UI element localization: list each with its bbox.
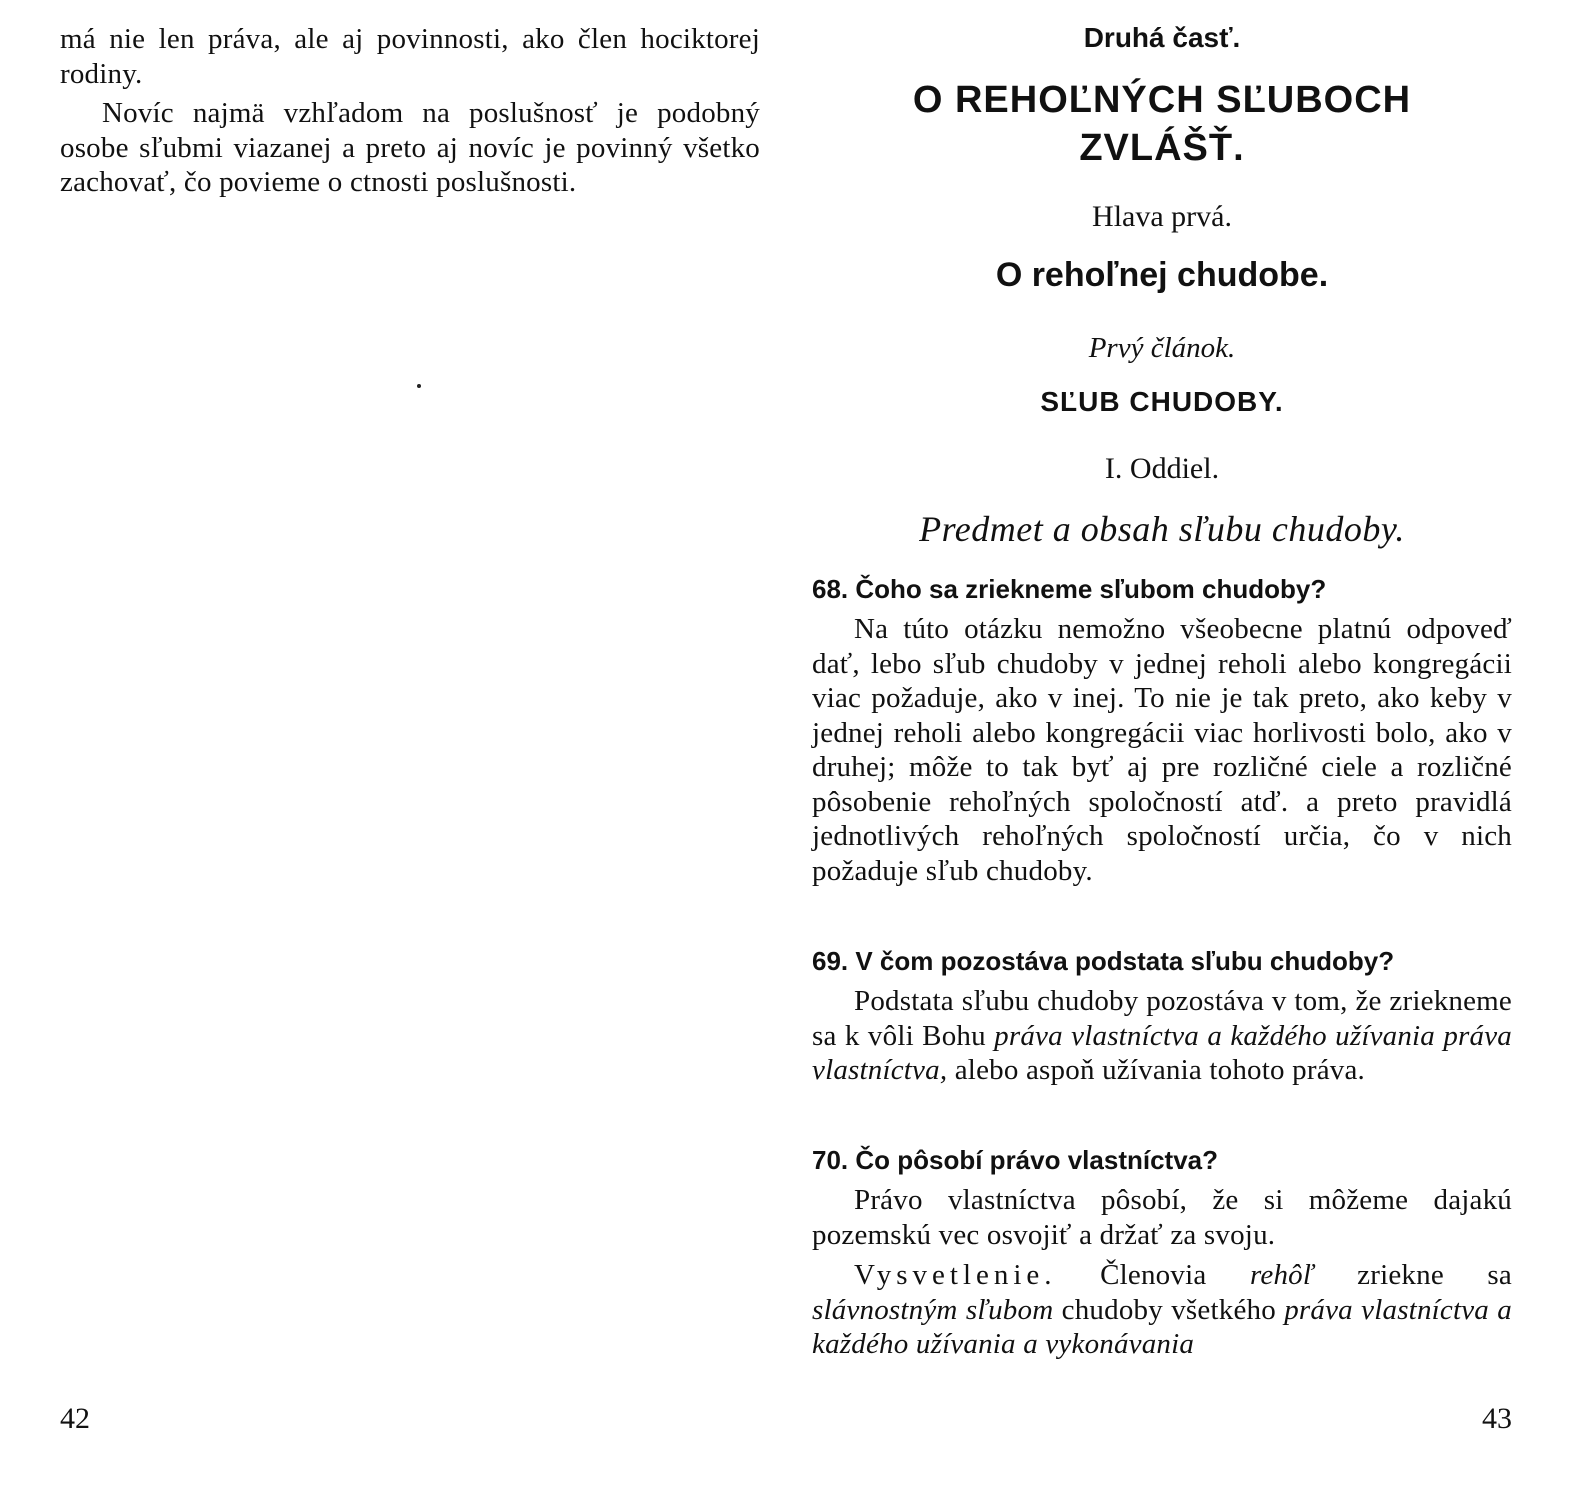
explanation-label: Vysvetlenie. (854, 1259, 1057, 1291)
explanation-text-2: zriekne sa (1357, 1259, 1512, 1291)
question-69-heading: 69. V čom pozostáva podstata sľubu chudoby? (812, 946, 1395, 976)
question-70-explanation (812, 1258, 1512, 1362)
section-title: Predmet a obsah sľubu chudoby. (919, 509, 1405, 549)
left-page (60, 0, 760, 1500)
part-title-line-1: O REHOĽNÝCH SĽUBOCH (912, 79, 1412, 121)
part-title-line-2: ZVLÁŠŤ. (1079, 127, 1245, 169)
explanation-text-1: Členovia (1100, 1259, 1207, 1291)
question-68-answer: Na túto otázku nemožno všeobecne platnú odpoveď dať, lebo sľub chudoby v jednej reholi alebo kongregácii viac požaduje, ako v inej. To nie je tak preto, ako keby v jednej reholi alebo kongregácii viac horlivosti bolo, ako v druhej; môže to tak byť aj pre rozličné ciele a rozličné pôsobenie rehoľných spoločností atď. a preto pravidlá jednotlivých rehoľných spoločností určia, čo v nich požaduje sľub chudoby. (812, 613, 1512, 887)
question-70-heading: 70. Čo pôsobí právo vlastníctva? (812, 1145, 1218, 1175)
page-number-left: 42 (60, 1402, 90, 1435)
question-69-answer-start: Podstata sľubu chudoby pozostáva v tom, že zriekneme sa k vôli Bohu (812, 985, 1512, 1052)
question-69-answer-emphasis: práva vlastníctva a každého užívania práva vlastníctva, (812, 1019, 1512, 1086)
question-68-heading: 68. Čoho sa zriekneme sľubom chudoby? (812, 574, 1327, 604)
article-title: SĽUB CHUDOBY. (1040, 386, 1284, 417)
chapter-title: O rehoľnej chudobe. (995, 256, 1329, 294)
page-number-right: 43 (1482, 1402, 1512, 1435)
explanation-emphasis-2: slávnostným sľubom (812, 1293, 1054, 1326)
left-paragraph-novice: Novíc najmä vzhľadom na poslušnosť je podobný osobe sľubmi viazanej a preto aj novíc je povinný všetko zachovať, čo povieme o ctnosti poslušnosti. (60, 97, 760, 198)
right-page (812, 0, 1512, 1500)
question-70-answer: Právo vlastníctva pôsobí, že si môžeme dajakú pozemskú vec osvojiť a držať za svoju. (812, 1184, 1512, 1251)
question-block-69 (812, 944, 1512, 1088)
print-speck (417, 384, 421, 388)
explanation-text-3: chudoby všetkého (1061, 1293, 1276, 1326)
part-title (812, 76, 1512, 172)
section-label: I. Oddiel. (1104, 452, 1220, 485)
question-block-70 (812, 1143, 1512, 1362)
left-paragraph-continuation: má nie len práva, ale aj povinnosti, ako člen hociktorej rodiny. (60, 23, 760, 90)
question-69-answer-end: alebo aspoň užívania tohoto práva. (954, 1054, 1365, 1086)
question-69-answer (812, 984, 1512, 1088)
question-block-68 (812, 572, 1512, 888)
chapter-label: Hlava prvá. (1092, 200, 1232, 233)
part-label: Druhá časť. (1083, 22, 1241, 53)
article-label: Prvý článok. (1088, 332, 1236, 364)
explanation-emphasis-3: práva vlastníctva a každého užívania a vykonávania (812, 1293, 1512, 1360)
explanation-emphasis-1: rehôľ (1249, 1259, 1314, 1291)
